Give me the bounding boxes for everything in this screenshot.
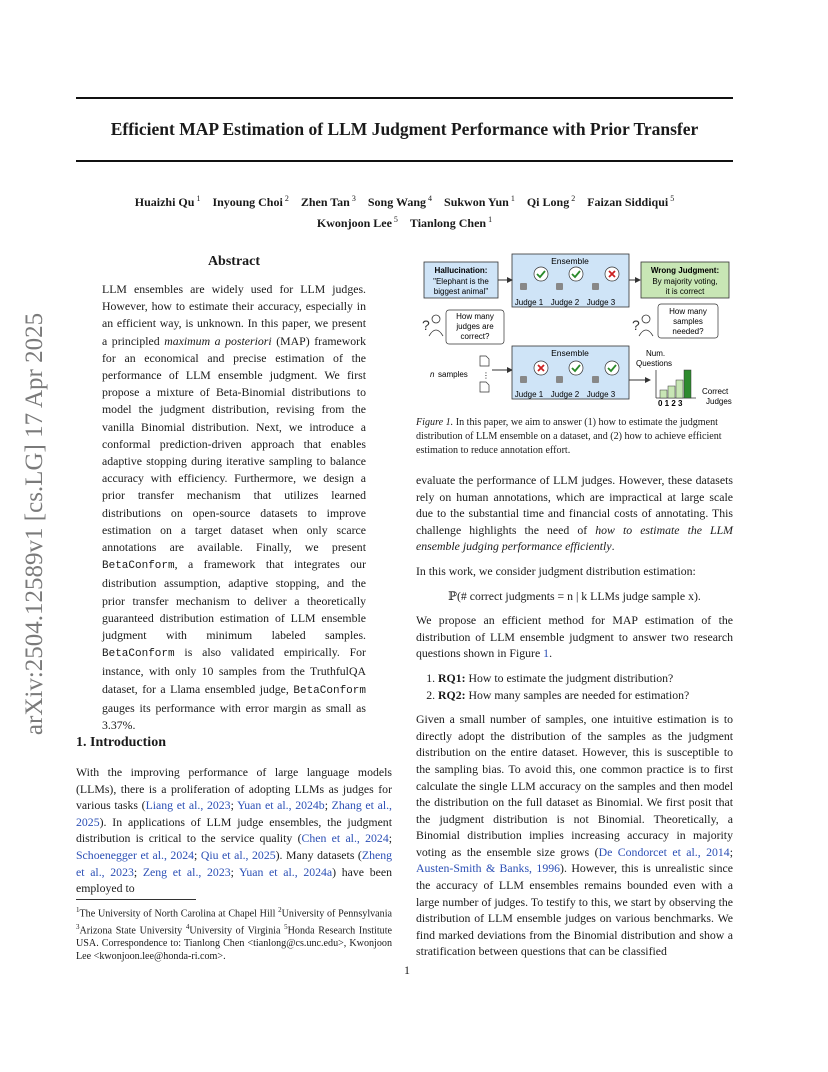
author-name: Inyoung Choi (212, 195, 283, 209)
svg-text:Judge 3: Judge 3 (586, 390, 616, 399)
section-heading-introduction: 1. Introduction (76, 735, 166, 750)
author-name: Sukwon Yun (444, 195, 509, 209)
paragraph: We propose an efficient method for MAP estimation of the distribution of LLM ensemble judgment to answer two research questions shown in Figure 1. (416, 613, 733, 661)
affiliation-marker: 5 (668, 194, 675, 203)
affiliation-marker: 2 (282, 194, 289, 203)
question-mark-icon: ? (422, 317, 430, 333)
svg-text:needed?: needed? (672, 327, 704, 336)
title-top-rule (76, 97, 733, 99)
affiliation-marker: 1 (486, 215, 493, 224)
author-line-2 (76, 211, 733, 232)
figure-1-caption: Figure 1. In this paper, we aim to answer (1) how to estimate the judgment distribution of LLM ensemble on a dataset, and (2) how to achieve efficient estimation to reduce annotation effort. (416, 417, 722, 456)
citation-link[interactable]: Qiu et al., 2025 (200, 847, 276, 862)
citation-link[interactable]: Chen et al., 2024 (301, 831, 389, 846)
svg-text:biggest animal": biggest animal" (433, 287, 489, 296)
svg-text:Judge 1: Judge 1 (514, 390, 544, 399)
figure-1-diagram (420, 252, 732, 412)
svg-text:Judge 2: Judge 2 (550, 390, 580, 399)
person-icon (642, 315, 650, 323)
citation-link[interactable]: Liang et al., 2023 (145, 798, 231, 813)
question-mark-icon: ? (632, 317, 640, 333)
author-line-1 (76, 190, 733, 211)
paragraph: evaluate the performance of LLM judges. However, these datasets rely on human annotations, which are impractical at large scale due to the substantial time and financial costs of annotating. This challenge highlights the need of how to estimate the LLM ensemble judging performance efficiently. (416, 473, 733, 554)
svg-text:"Elephant is the: "Elephant is the (433, 277, 489, 286)
svg-text:Judges: Judges (706, 397, 732, 406)
citation-link[interactable]: Yuan et al., 2024b (237, 798, 325, 813)
paper-title: Efficient MAP Estimation of LLM Judgment Performance with Prior Transfer (110, 119, 699, 139)
arxiv-stamp: arXiv:2504.12589v1 [cs.LG] 17 Apr 2025 (21, 312, 48, 736)
research-questions-list (416, 670, 733, 703)
svg-text:it is correct: it is correct (665, 287, 705, 296)
introduction-text: With the improving performance of large language models (LLMs), there is a proliferation of adopting LLMs as judges for various tasks (Liang et al., 2023; Yuan et al., 2024b; Zhang et al., 2025). In applications of LLM judge ensembles, the judgment distribution is critical to the service quality (Chen et al., 2024; Schoenegger et al., 2024; Qiu et al., 2025). Many datasets (Zheng et al., 2023; Zeng et al., 2023; Yuan et al., 2024a) have been employed to (76, 765, 393, 896)
paragraph: Given a small number of samples, one intuitive estimation is to directly adopt the distribution of the samples as the judgment distribution on the entire dataset. However, this is susceptible to the sampling bias. To avoid this, one common practice is to first calculate the single LLM accuracy on the samples and then model the distribution on the full dataset as Binomial. We first posit that the judgment distribution is not Binomial. Theoretically, a Binomial distribution implies increasing accuracy in majority voting as the ensemble size grows (De Condorcet et al., 2014; Austen-Smith & Banks, 1996). However, this is unrealistic since the accuracy of LLM ensembles remains bounded even with a large number of judges. To testify to this, we start by observing the distribution of LLM ensemble judges on various benchmarks. We find marked deviations from the Binomial distribution and show a stratification between questions that can be classified (416, 712, 733, 959)
affiliation-marker: 4 (426, 194, 433, 203)
author-name: Huaizhi Qu (134, 195, 195, 209)
citation-link[interactable]: Zheng et al., 2023 (76, 847, 393, 879)
affiliation-marker: 2 (569, 194, 576, 203)
citation-link[interactable]: De Condorcet et al., 2014 (598, 844, 730, 859)
svg-text:Judge 1: Judge 1 (514, 298, 544, 307)
svg-text:correct?: correct? (460, 332, 490, 341)
svg-text:Correct: Correct (702, 387, 729, 396)
svg-text:judges are: judges are (456, 322, 494, 331)
footnote-rule (76, 899, 196, 900)
svg-text:Judge 3: Judge 3 (586, 298, 616, 307)
svg-text:samples: samples (438, 370, 468, 379)
svg-text:By majority voting,: By majority voting, (652, 277, 718, 286)
paragraph: In this work, we consider judgment distribution estimation: (416, 563, 696, 578)
person-icon (432, 315, 440, 323)
svg-text:⋮: ⋮ (482, 371, 490, 380)
author-name: Zhen Tan (300, 195, 350, 209)
citation-link[interactable]: Schoenegger et al., 2024 (76, 847, 195, 862)
abstract-heading: Abstract (207, 254, 261, 269)
author-name: Kwonjoon Lee (316, 216, 392, 230)
author-name: Tianlong Chen (409, 216, 487, 230)
svg-text:Hallucination:: Hallucination: (434, 266, 488, 275)
equation: ℙ(# correct judgments = n | k LLMs judge sample x). (448, 588, 701, 603)
svg-text:Judge 2: Judge 2 (550, 298, 580, 307)
mini-histogram (656, 370, 696, 398)
page-number: 1 (404, 963, 410, 977)
svg-text:n: n (430, 370, 435, 379)
svg-text:Num.: Num. (646, 349, 666, 358)
list-item: 1. RQ1: How to estimate the judgment distribution? (438, 670, 733, 687)
citation-link[interactable]: Yuan et al., 2024a (239, 864, 333, 879)
right-column-text (416, 472, 733, 960)
affiliation-footnote: $^1$The University of North Carolina at Chapel Hill $^2$University of Pennsylvania $^3$Arizona State University $^4$University of Virginia $^5$Honda Research Institute USA. Correspondence to: Tianlong Chen <tianlong@cs.unc.edu>, Kwonjoon Lee <kwonjoon.lee@honda-ri.com>. (76, 906, 392, 963)
affiliation-marker: 1 (508, 194, 515, 203)
ensemble-label-top: Ensemble (551, 256, 589, 266)
title-bottom-rule (76, 160, 733, 162)
author-list (76, 190, 733, 232)
svg-text:samples: samples (673, 317, 703, 326)
svg-text:Wrong Judgment:: Wrong Judgment: (650, 266, 720, 275)
svg-text:0 1 2 3: 0 1 2 3 (658, 399, 683, 408)
author-name: Qi Long (526, 195, 570, 209)
citation-link[interactable]: Zeng et al., 2023 (142, 864, 231, 879)
affiliation-marker: 3 (349, 194, 356, 203)
affiliation-marker: 1 (194, 194, 201, 203)
figure-link[interactable]: 1 (543, 646, 550, 661)
svg-text:How many: How many (456, 312, 494, 321)
author-name: Faizan Siddiqui (587, 195, 669, 209)
svg-text:Questions: Questions (636, 359, 673, 368)
abstract-text: LLM ensembles are widely used for LLM judges. However, how to estimate their accuracy, especially in an efficient way, is unknown. In this paper, we present a principled maximum a posteriori (MAP) framework for an economical and precise estimation of the performance of LLM ensemble judgment. We first propose a mixture of Beta-Binomial distributions to model the judgment distribution, revising from the vanilla Binomial distribution. Next, we introduce a conformal prediction-driven approach that enables adaptive stopping during iterative sampling to balance accuracy with efficiency. Furthermore, we design a prior transfer mechanism that utilizes learned distributions on open-source datasets to improve estimation on a target dataset when only scarce annotations are available. Finally, we present BetaConform, a framework that integrates our distribution assumption, adaptive stopping, and the prior transfer mechanism to deliver a theoretically guaranteed distribution estimation of LLM ensemble judgment with minimum labeled samples. BetaConform is also validated empirically. For instance, with only 10 samples from the TruthfulQA dataset, for a Llama ensembled judge, BetaConform gauges its performance with error margin as small as 3.37%. (102, 282, 366, 733)
citation-link[interactable]: Zhang et al., 2025 (76, 798, 392, 829)
affiliation-marker: 5 (391, 215, 398, 224)
citation-link[interactable]: Austen-Smith & Banks, 1996 (416, 861, 561, 876)
document-icons (480, 356, 490, 392)
list-item: 2. RQ2: How many samples are needed for estimation? (438, 687, 733, 704)
author-name: Song Wang (367, 195, 427, 209)
svg-text:Ensemble: Ensemble (551, 348, 589, 358)
svg-text:How many: How many (669, 307, 707, 316)
